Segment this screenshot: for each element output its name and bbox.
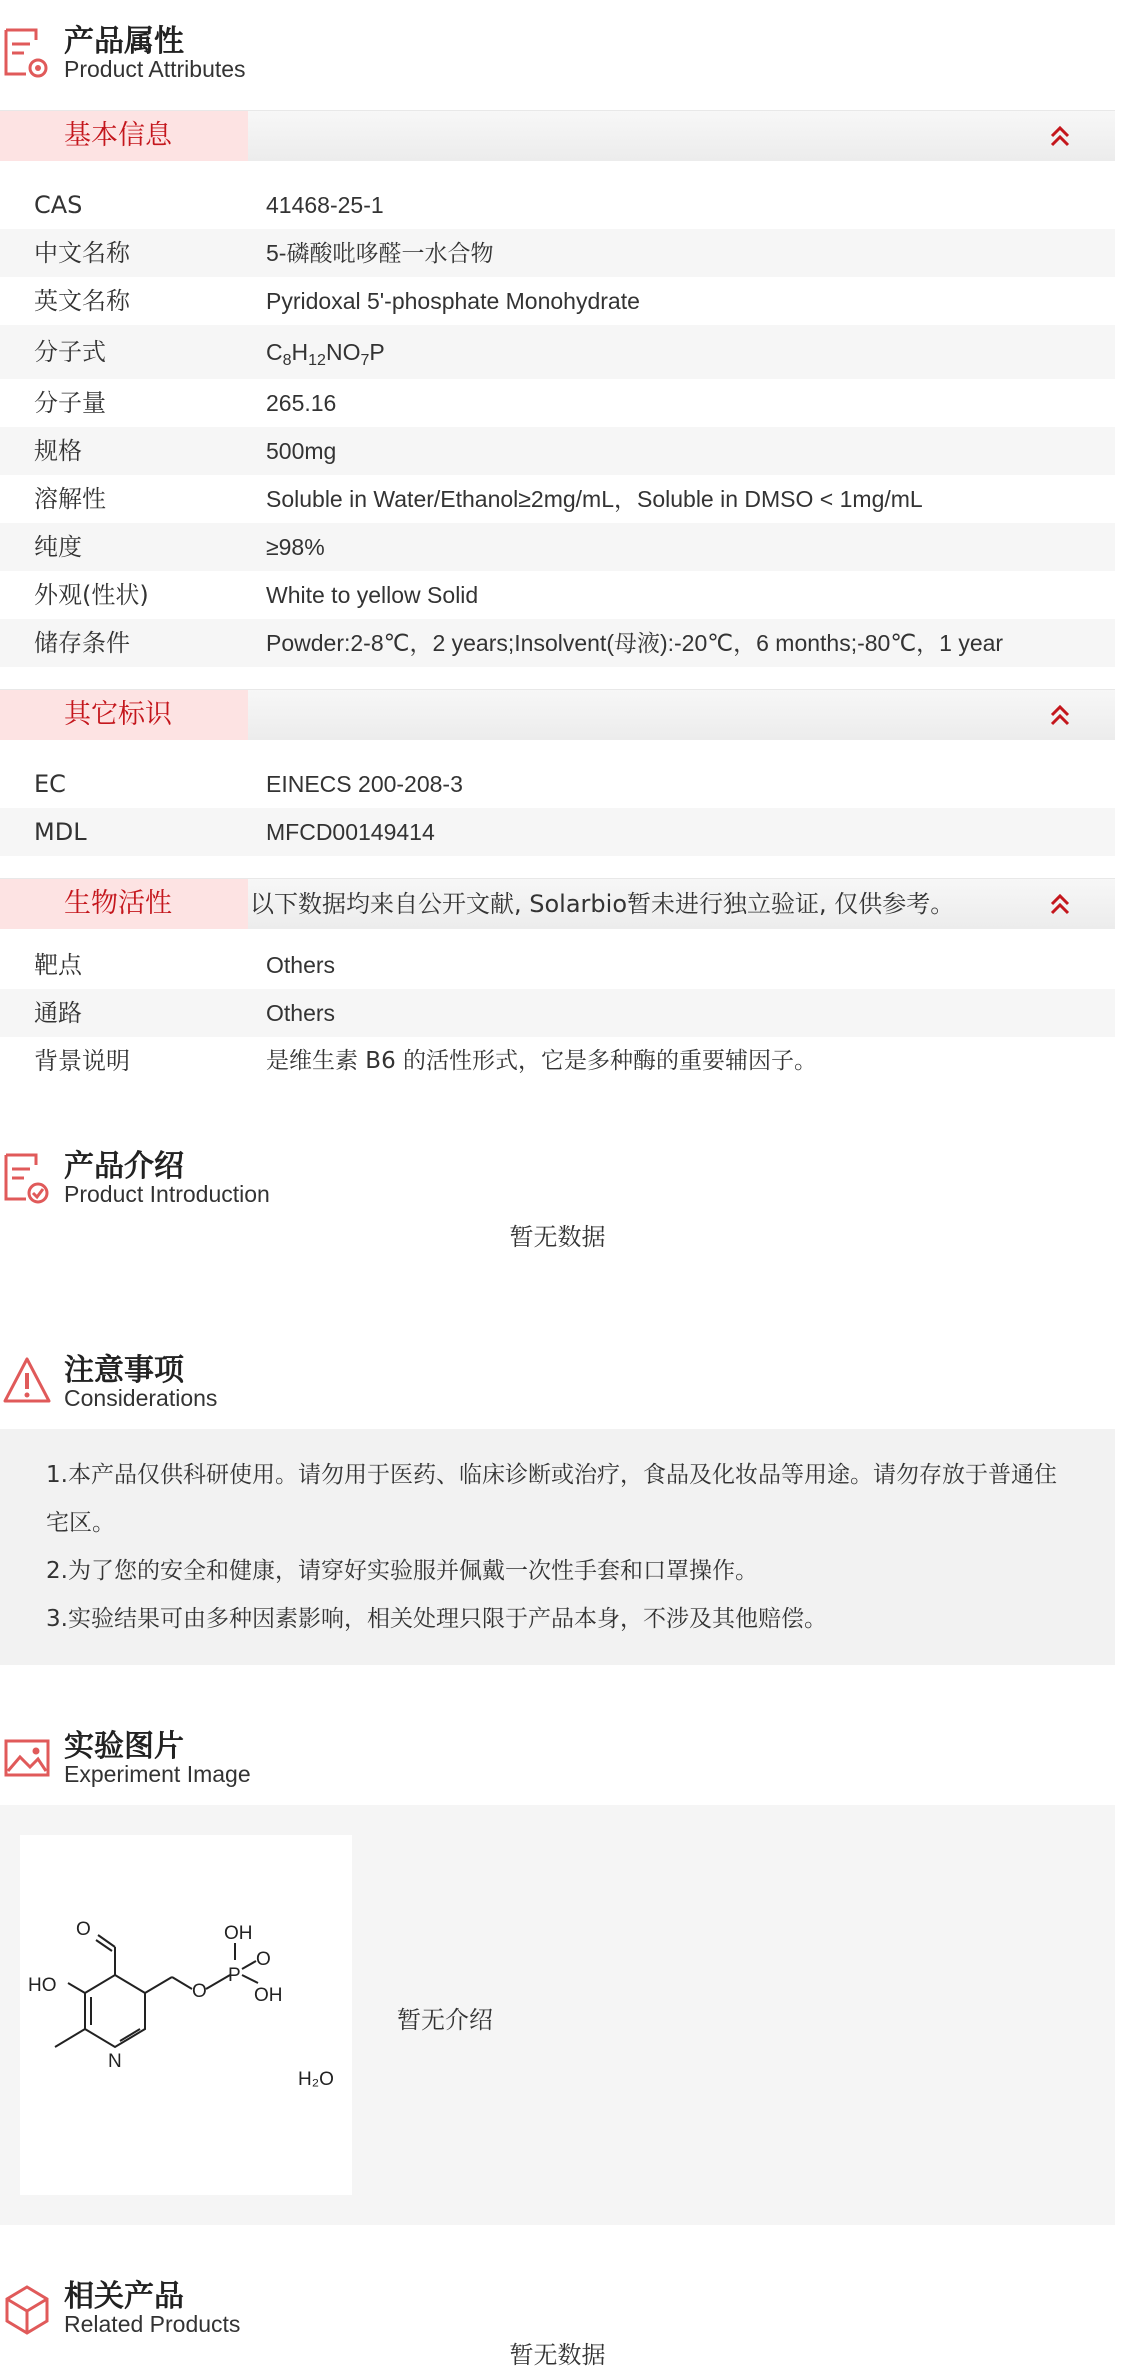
formula-part: 12 xyxy=(308,352,326,369)
row-key: 溶解性 xyxy=(34,485,106,513)
formula-part: P xyxy=(369,339,385,365)
table-row xyxy=(0,277,1115,325)
formula-part: 8 xyxy=(282,352,292,369)
table-row xyxy=(0,181,1115,229)
experiment-header xyxy=(0,1705,1115,1805)
structure-label: OH xyxy=(254,1985,283,2006)
table-row xyxy=(0,523,1115,571)
warning-triangle-icon xyxy=(2,1351,52,1411)
row-key: 纯度 xyxy=(34,533,82,561)
chemical-structure xyxy=(20,1835,352,2195)
basic-info-bar[interactable] xyxy=(0,110,1115,161)
table-row xyxy=(0,808,1115,856)
row-key: 储存条件 xyxy=(34,629,130,657)
related-empty: 暂无数据 xyxy=(509,2341,606,2369)
list-item: 3.实验结果可由多种因素影响，相关处理只限于产品本身，不涉及其他赔偿。 xyxy=(46,1606,827,1632)
introduction-empty: 暂无数据 xyxy=(509,1223,606,1251)
table-row xyxy=(0,379,1115,427)
structure-label: O xyxy=(256,1949,271,1970)
structure-label: H₂O xyxy=(298,2069,334,2090)
attributes-title-cn: 产品属性 xyxy=(64,24,184,59)
double-chevron-up-icon[interactable] xyxy=(1047,702,1073,728)
bio-activity-note: 以下数据均来自公开文献, Solarbio暂未进行独立验证, 仅供参考。 xyxy=(250,890,955,918)
row-value: Others xyxy=(266,1000,336,1026)
structure-label: OH xyxy=(224,1923,253,1944)
row-value: 41468-25-1 xyxy=(266,192,384,218)
table-row xyxy=(0,619,1115,667)
row-value: 500mg xyxy=(266,438,337,464)
row-key: MDL xyxy=(34,818,87,846)
table-row xyxy=(0,571,1115,619)
row-value: EINECS 200-208-3 xyxy=(266,771,463,797)
row-key: CAS xyxy=(34,191,83,219)
row-value: Others xyxy=(266,952,336,978)
introduction-header xyxy=(0,1125,1115,1225)
attributes-header xyxy=(0,0,1115,110)
structure-image xyxy=(20,1835,352,2195)
considerations-header xyxy=(0,1329,1115,1429)
formula-part: H xyxy=(291,339,309,365)
row-value: 265.16 xyxy=(266,390,337,416)
document-gear-icon xyxy=(2,22,52,82)
row-value: 是维生素 B6 的活性形式，它是多种酶的重要辅因子。 xyxy=(266,1048,818,1074)
introduction-title-en: Product Introduction xyxy=(64,1181,270,1207)
row-value: Powder:2-8℃，2 years;Insolvent(母液):-20℃，6 months;-80℃，1 year xyxy=(266,630,1004,656)
table-row xyxy=(0,1037,1115,1085)
structure-label: O xyxy=(192,1981,207,2002)
double-chevron-up-icon[interactable] xyxy=(1047,891,1073,917)
row-key: 分子量 xyxy=(34,389,106,417)
experiment-panel xyxy=(0,1805,1115,2225)
formula-part: NO xyxy=(325,339,361,365)
row-key: 英文名称 xyxy=(34,287,130,315)
related-header xyxy=(0,2255,1115,2335)
cube-icon xyxy=(2,2277,52,2337)
considerations-title-cn: 注意事项 xyxy=(64,1353,184,1388)
row-key: EC xyxy=(34,770,66,798)
bio-activity-table xyxy=(0,929,1115,1085)
considerations-list xyxy=(0,1429,1115,1665)
image-icon xyxy=(2,1727,52,1787)
experiment-caption: 暂无介绍 xyxy=(397,2006,493,2034)
table-row xyxy=(0,475,1115,523)
basic-info-label: 基本信息 xyxy=(0,111,248,161)
row-value: ≥98% xyxy=(266,534,325,560)
row-key: 外观(性状) xyxy=(34,581,149,609)
row-key: 靶点 xyxy=(34,951,82,979)
structure-label: HO xyxy=(28,1975,57,1996)
other-ids-label: 其它标识 xyxy=(0,690,248,740)
related-title-en: Related Products xyxy=(64,2311,241,2337)
row-value: MFCD00149414 xyxy=(266,819,435,845)
experiment-title-cn: 实验图片 xyxy=(64,1729,184,1764)
row-value: Pyridoxal 5'-phosphate Monohydrate xyxy=(266,288,640,314)
table-row xyxy=(0,941,1115,989)
bio-activity-label: 生物活性 xyxy=(0,879,248,929)
row-value: Soluble in Water/Ethanol≥2mg/mL，Soluble in DMSO < 1mg/mL xyxy=(266,486,923,512)
introduction-title-cn: 产品介绍 xyxy=(64,1149,184,1184)
row-value: 5-磷酸吡哆醛一水合物 xyxy=(266,240,494,266)
attributes-title-en: Product Attributes xyxy=(64,56,246,82)
structure-label: P xyxy=(228,1965,241,1986)
experiment-title-en: Experiment Image xyxy=(64,1761,251,1787)
table-row xyxy=(0,325,1115,379)
document-check-icon xyxy=(2,1147,52,1207)
table-row xyxy=(0,229,1115,277)
other-ids-table xyxy=(0,740,1115,856)
other-ids-bar[interactable] xyxy=(0,689,1115,740)
table-row xyxy=(0,760,1115,808)
bio-activity-bar[interactable] xyxy=(0,878,1115,929)
row-key: 规格 xyxy=(34,437,82,465)
related-title-cn: 相关产品 xyxy=(64,2279,184,2314)
list-item: 1.本产品仅供科研使用。请勿用于医药、临床诊断或治疗，食品及化妆品等用途。请勿存放于普通住宅区。 xyxy=(46,1462,1057,1536)
row-key: 背景说明 xyxy=(34,1047,130,1075)
structure-label: O xyxy=(76,1919,91,1940)
row-key: 中文名称 xyxy=(34,239,130,267)
table-row xyxy=(0,989,1115,1037)
list-item: 2.为了您的安全和健康，请穿好实验服并佩戴一次性手套和口罩操作。 xyxy=(46,1558,758,1584)
table-row xyxy=(0,427,1115,475)
double-chevron-up-icon[interactable] xyxy=(1047,123,1073,149)
formula-part: 7 xyxy=(360,352,370,369)
basic-info-table xyxy=(0,161,1115,667)
row-value: White to yellow Solid xyxy=(266,582,479,608)
structure-label: N xyxy=(108,2051,122,2072)
formula-part: C xyxy=(266,339,283,365)
row-key: 通路 xyxy=(34,999,82,1027)
considerations-title-en: Considerations xyxy=(64,1385,218,1411)
row-key: 分子式 xyxy=(34,338,106,366)
